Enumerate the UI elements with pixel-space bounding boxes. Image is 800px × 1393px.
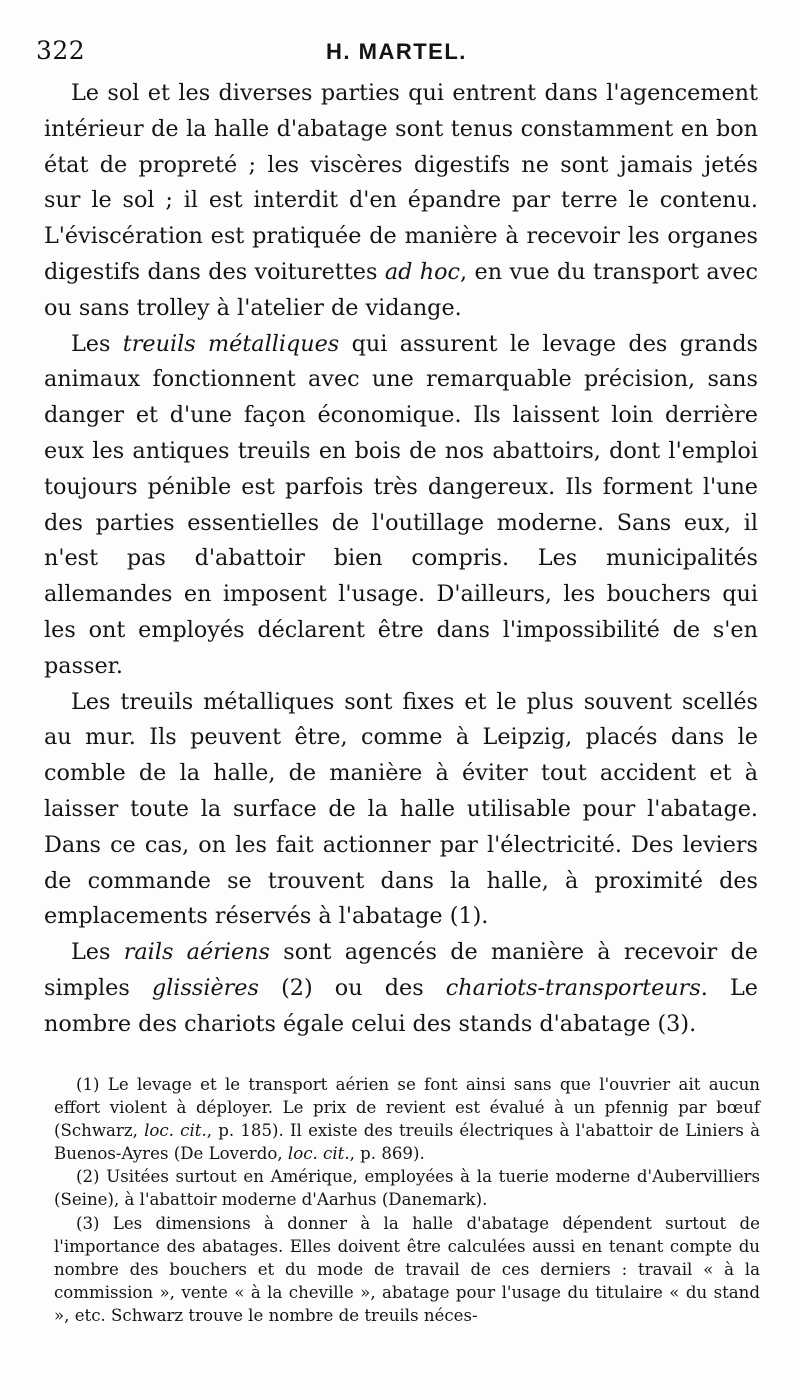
- footnote-1-start: (1) Le levage et le transport aérien se font ainsi sans que l'ouvrier ait aucun effort violent à déployer. Le prix de revient est évalué à un pfennig par bœuf (Schwarz,: [54, 1075, 760, 1141]
- page-number: 322: [36, 36, 86, 65]
- paragraph-4-mid-1: sont agencés de manière à recevoir de simples: [44, 939, 758, 1001]
- footnote-1-mid: , p. 185). Il existe des treuils électriques à l'abattoir de Liniers à Buenos-Ayres (De Loverdo,: [54, 1121, 760, 1164]
- page-header: [36, 36, 760, 70]
- paragraph-2: [44, 327, 758, 685]
- paragraph-1: [44, 76, 758, 327]
- paragraph-4-italic-1: rails aériens: [123, 939, 270, 966]
- paragraph-3: Les treuils métalliques sont fixes et le plus souvent scellés au mur. Ils peuvent être, comme à Leipzig, placés dans le comble de la halle, de manière à éviter tout accident et à laisser toute la surface de la halle utilisable pour l'abatage. Dans ce cas, on les fait actionner par l'électricité. Des leviers de commande se trouvent dans la halle, à proximité des emplacements réservés à l'abatage (1).: [44, 688, 758, 930]
- paragraph-2-italic: treuils métalliques: [122, 330, 340, 357]
- paragraph-4-mid-2: (2) ou des: [258, 974, 446, 1001]
- main-text: [44, 76, 758, 1043]
- footnote-1-italic-2: loc. cit.: [287, 1144, 350, 1164]
- footnotes: [54, 1073, 760, 1327]
- footnote-1-italic-1: loc. cit.: [144, 1121, 207, 1141]
- paragraph-1-end: , en vue du transport avec ou sans trolley à l'atelier de vidange.: [44, 258, 758, 321]
- paragraph-4-italic-3: chariots-transporteurs: [445, 974, 701, 1001]
- footnote-1-end: , p. 869).: [349, 1144, 425, 1164]
- paragraph-1-text: Le sol et les diverses parties qui entrent dans l'agencement intérieur de la halle d'abatage sont tenus constamment en bon état de propreté ; les viscères digestifs ne sont jamais jetés sur le sol ; il est interdit d'en épandre par terre le contenu. L'éviscération est pratiquée de manière à recevoir les organes digestifs dans des voiturettes: [44, 80, 758, 285]
- running-head: H. MARTEL.: [326, 39, 467, 64]
- footnote-3: (3) Les dimensions à donner à la halle d'abatage dépendent surtout de l'importance des abatages. Elles doivent être calculées aussi en tenant compte du nombre des bouchers et du mode de travail de ces derniers : travail « à la commission », vente « à la cheville », abatage pour l'usage du titulaire « du stand », etc. Schwarz trouve le nombre de treuils néces-: [54, 1213, 760, 1325]
- paragraph-4-italic-2: glissières: [151, 974, 259, 1001]
- paragraph-4-end: . Le nombre des chariots égale celui des stands d'abatage (3).: [44, 974, 758, 1037]
- paragraph-4: [44, 935, 758, 1042]
- paragraph-2-start: Les: [71, 330, 123, 357]
- footnote-2: (2) Usitées surtout en Amérique, employées à la tuerie moderne d'Aubervilliers (Seine), à l'abattoir moderne d'Aarhus (Danemark).: [54, 1167, 760, 1210]
- paragraph-4-start: Les: [71, 939, 124, 966]
- footnote-1: [54, 1073, 760, 1165]
- paragraph-1-italic: ad hoc: [384, 258, 461, 285]
- paragraph-2-end: qui assurent le levage des grands animaux fonctionnent avec une remarquable précision, sans danger et d'une façon économique. Ils laissent loin derrière eux les antiques treuils en bois de nos abattoirs, dont l'emploi toujours pénible est parfois très dangereux. Ils forment l'une des parties essentielles de l'outillage moderne. Sans eux, il n'est pas d'abattoir bien compris. Les municipalités allemandes en imposent l'usage. D'ailleurs, les bouchers qui les ont employés déclarent être dans l'impossibilité de s'en passer.: [44, 330, 758, 679]
